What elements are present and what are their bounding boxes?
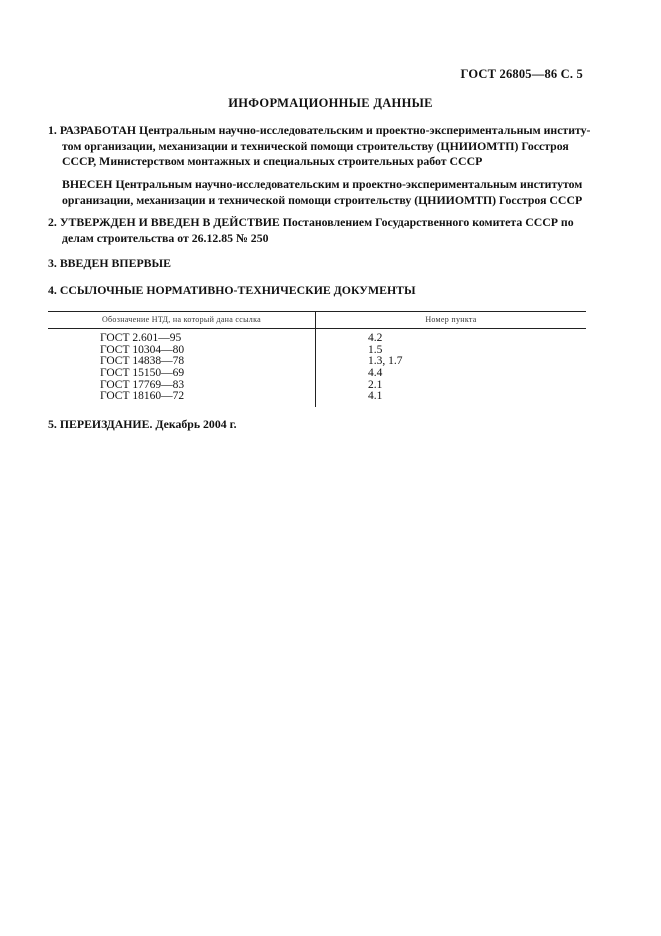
table-cell-document: ГОСТ 14838—78 bbox=[100, 355, 185, 368]
table-column-divider bbox=[315, 311, 316, 407]
item-lead: РАЗРАБОТАН bbox=[59, 123, 137, 137]
item-number: 4. bbox=[48, 283, 57, 297]
table-top-rule bbox=[48, 311, 586, 312]
reference-documents-table bbox=[48, 311, 586, 407]
table-cell-clause: 4.1 bbox=[368, 390, 383, 403]
table-cell-document: ГОСТ 18160—72 bbox=[100, 390, 185, 403]
item-lead: УТВЕРЖДЕН И ВВЕДЕН В ДЕЙСТВИЕ bbox=[59, 215, 280, 229]
item-lead: ВНЕСЕН bbox=[62, 177, 113, 191]
item-text: ССЫЛОЧНЫЕ НОРМАТИВНО-ТЕХНИЧЕСКИЕ ДОКУМЕНТЫ bbox=[59, 283, 416, 297]
table-header-clause: Номер пункта bbox=[425, 315, 477, 324]
table-header-document: Обозначение НТД, на который дана ссылка bbox=[101, 315, 262, 324]
item-number: 1. bbox=[48, 123, 57, 137]
table-cell-clause: 2.1 bbox=[368, 378, 383, 391]
table-header-rule bbox=[48, 328, 586, 329]
item-approved bbox=[48, 215, 586, 246]
item-number: 2. bbox=[48, 215, 57, 229]
table-cell-document: ГОСТ 2.601—95 bbox=[100, 332, 182, 344]
table-cell-clause: 1.3, 1.7 bbox=[368, 355, 403, 368]
table-cell-document: ГОСТ 17769—83 bbox=[100, 378, 185, 391]
section-title: ИНФОРМАЦИОННЫЕ ДАННЫЕ bbox=[228, 96, 433, 110]
table-column-clauses bbox=[368, 333, 403, 403]
table-column-documents bbox=[100, 333, 184, 403]
item-text: Центральным научно-исследовательским и проектно-экспериментальным институ- bbox=[139, 123, 591, 137]
item-text: Постановлением Государственного комитета СССР по bbox=[282, 215, 574, 229]
item-first-introduced bbox=[48, 256, 586, 272]
item-republication bbox=[48, 417, 586, 433]
page-header-reference: ГОСТ 26805—86 С. 5 bbox=[460, 67, 583, 81]
item-text-line: организации, механизации и технической помощи строительству (ЦНИИОМТП) Госстроя СССР bbox=[62, 192, 583, 207]
item-text-line: делам строительства от 26.12.85 № 250 bbox=[62, 230, 269, 245]
table-cell-clause: 4.2 bbox=[368, 332, 383, 344]
item-number: 5. bbox=[48, 417, 57, 431]
item-reference-documents bbox=[48, 283, 586, 299]
item-text: Центральным научно-исследовательским и проектно-экспериментальным институтом bbox=[115, 177, 583, 191]
table-cell-clause: 1.5 bbox=[368, 343, 383, 356]
table-cell-clause: 4.4 bbox=[368, 367, 383, 380]
item-text-line: том организации, механизации и технической помощи строительству (ЦНИИОМТП) Госстроя bbox=[62, 138, 569, 153]
item-text-line: СССР, Министерством монтажных и специальных строительных работ СССР bbox=[62, 154, 483, 168]
table-cell-document: ГОСТ 10304—80 bbox=[100, 343, 185, 356]
item-developed bbox=[48, 123, 591, 170]
table-cell-document: ГОСТ 15150—69 bbox=[100, 367, 185, 380]
item-text: ПЕРЕИЗДАНИЕ. Декабрь 2004 г. bbox=[59, 417, 237, 431]
item-introduced bbox=[62, 177, 586, 208]
item-text: ВВЕДЕН ВПЕРВЫЕ bbox=[59, 256, 171, 270]
item-number: 3. bbox=[48, 256, 57, 270]
